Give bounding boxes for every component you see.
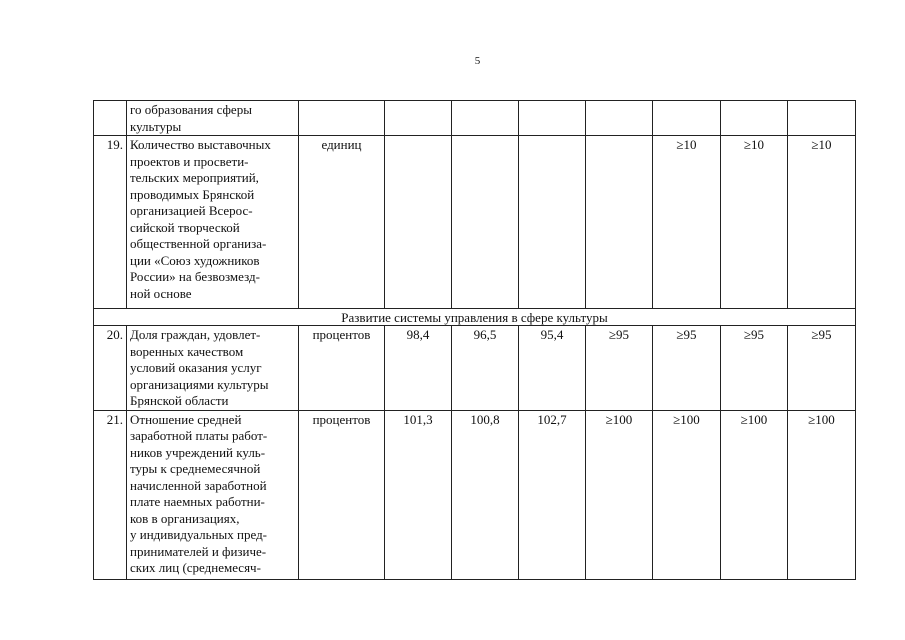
value-cell: 95,4 — [519, 326, 586, 411]
unit-cell: единиц — [299, 136, 385, 309]
value-cell: ≥100 — [586, 410, 653, 579]
section-title: Развитие системы управления в сфере культуры — [94, 309, 856, 326]
value-cell: 102,7 — [519, 410, 586, 579]
value-cell — [586, 136, 653, 309]
value-cell: 100,8 — [452, 410, 519, 579]
value-cell: 101,3 — [385, 410, 452, 579]
value-cell — [519, 101, 586, 136]
section-header-row — [94, 309, 856, 326]
indicator-name: го образования сферы культуры — [127, 101, 299, 136]
table-row-19 — [94, 136, 856, 309]
value-cell: ≥95 — [721, 326, 788, 411]
value-cell — [385, 136, 452, 309]
value-cell: ≥10 — [721, 136, 788, 309]
value-cell — [721, 101, 788, 136]
indicator-name: Отношение средней заработной платы работ- ников учреждений куль- туры к среднемесячной начисленной заработной плате наемных работни- ков в организациях, у индивидуальных пред- принимателей и физиче- ских лиц (среднемесяч- — [127, 410, 299, 579]
value-cell: ≥95 — [788, 326, 856, 411]
row-number: 21. — [94, 410, 127, 579]
value-cell: ≥10 — [788, 136, 856, 309]
value-cell: ≥95 — [586, 326, 653, 411]
value-cell: ≥10 — [653, 136, 721, 309]
table-row-continuation — [94, 101, 856, 136]
row-number: 19. — [94, 136, 127, 309]
indicator-name: Количество выставочных проектов и просвети- тельских мероприятий, проводимых Брянской организацией Всерос- сийской творческой общественной организа- ции «Союз художников России» на безвозмезд- ной основе — [127, 136, 299, 309]
table-row-21 — [94, 410, 856, 579]
page-number: 5 — [474, 55, 481, 67]
value-cell — [385, 101, 452, 136]
value-cell — [653, 101, 721, 136]
row-number: 20. — [94, 326, 127, 411]
indicator-name: Доля граждан, удовлет- воренных качеством условий оказания услуг организациями культуры Брянской области — [127, 326, 299, 411]
value-cell — [452, 136, 519, 309]
value-cell: ≥100 — [653, 410, 721, 579]
value-cell: ≥100 — [788, 410, 856, 579]
unit-cell: процентов — [299, 326, 385, 411]
unit-cell — [299, 101, 385, 136]
value-cell — [788, 101, 856, 136]
value-cell: ≥100 — [721, 410, 788, 579]
indicators-table — [93, 100, 856, 580]
value-cell — [519, 136, 586, 309]
value-cell: 96,5 — [452, 326, 519, 411]
value-cell: ≥95 — [653, 326, 721, 411]
unit-cell: процентов — [299, 410, 385, 579]
value-cell: 98,4 — [385, 326, 452, 411]
value-cell — [452, 101, 519, 136]
row-number — [94, 101, 127, 136]
table-row-20 — [94, 326, 856, 411]
value-cell — [586, 101, 653, 136]
